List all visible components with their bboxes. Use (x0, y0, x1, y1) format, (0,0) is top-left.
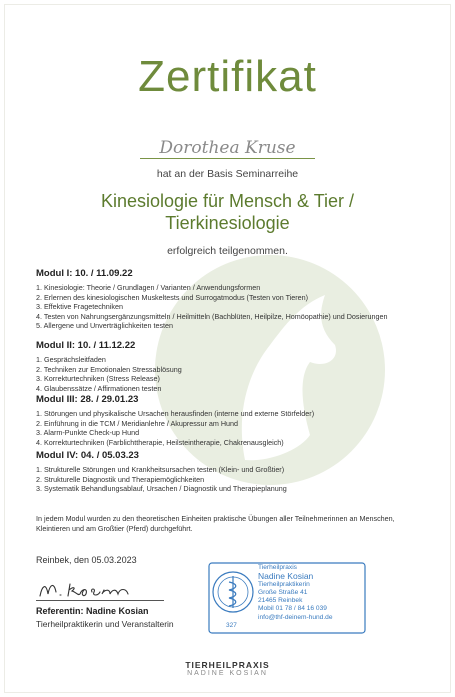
course-title-line-2: Tierkinesiologie (165, 213, 290, 233)
list-item: 3. Alarm-Punkte Check-up Hund (36, 428, 140, 438)
completion-text: erfolgreich teilgenommen. (167, 245, 288, 257)
module-1-heading: Modul I: 10. / 11.09.22 (36, 268, 133, 279)
list-item: 4. Testen von Nahrungsergänzungsmitteln / Heilmitteln (Bachblüten, Heilpilze, Homöopathie) und Dosierungen (36, 311, 388, 321)
stamp-line: info@thf-deinem-hund.de (258, 613, 333, 621)
list-item: 3. Systematik Behandlungsablauf, Ursachen / Diagnostik und Therapieplanung (36, 484, 287, 494)
list-item: 1. Kinesiologie: Theorie / Grundlagen / Varianten / Anwendungsformen (36, 283, 261, 292)
stamp-number: 327 (226, 622, 237, 629)
course-title-line-1: Kinesiologie für Mensch & Tier / (100, 191, 355, 211)
module-1-list (36, 283, 436, 331)
list-item: 2. Einführung in die TCM / Meridianlehre / Akupressur am Hund (36, 418, 239, 428)
referent-role: Tierheilpraktikerin und Veranstalterin (36, 619, 174, 629)
list-item: 2. Techniken zur Emotionalen Stressablösung (36, 364, 182, 374)
stamp-line: Tierheilpraktikerin (258, 580, 310, 588)
referent-name: Referentin: Nadine Kosian (36, 606, 149, 616)
stamp-line: 21465 Reinbek (258, 597, 303, 605)
footer-brand: TIERHEILPRAXIS (185, 660, 270, 670)
list-item: 2. Erlernen des kinesiologischen Muskeltests und Surrogatmodus (Testen von Tieren) (36, 292, 309, 302)
signature-line (36, 600, 164, 601)
signature-image (36, 576, 156, 602)
list-item: 5. Allergene und Unverträglichkeiten testen (36, 321, 174, 331)
name-underline (140, 158, 315, 159)
module-2-list (36, 355, 436, 393)
course-title (0, 190, 455, 234)
list-item: 3. Korrekturtechniken (Stress Release) (36, 374, 160, 384)
module-4-heading: Modul IV: 04. / 05.03.23 (36, 450, 139, 461)
module-3-list (36, 409, 436, 447)
stamp-line: Mobil 01 78 / 84 16 039 (258, 605, 327, 613)
list-item: 1. Störungen und physikalische Ursachen herausfinden (interne und externe Störfelder) (36, 409, 315, 418)
list-item: 3. Effektive Fragetechniken (36, 302, 123, 312)
stamp-text (258, 564, 333, 622)
list-item: 4. Korrekturtechniken (Farblichttherapie, Heilsteintherapie, Chakrenausgleich) (36, 437, 284, 447)
certificate-title: Zertifikat (138, 52, 317, 101)
practice-note: In jedem Modul wurden zu den theoretischen Einheiten praktische Übungen aller Teilnehmerinnen an Menschen, Kleintieren und am Großtier (Pferd) durchgeführt. (36, 514, 395, 533)
list-item: 4. Glaubenssätze / Affirmationen testen (36, 383, 162, 393)
module-3-heading: Modul III: 28. / 29.01.23 (36, 394, 139, 405)
list-item: 1. Strukturelle Störungen und Krankheitsursachen testen (Klein- und Großtier) (36, 465, 285, 474)
module-2-heading: Modul II: 10. / 11.12.22 (36, 340, 136, 351)
intro-text: hat an der Basis Seminarreihe (156, 168, 299, 180)
list-item: 2. Strukturelle Diagnostik und Therapiemöglichkeiten (36, 474, 205, 484)
place-date: Reinbek, den 05.03.2023 (36, 555, 137, 565)
stamp-line: Nadine Kosian (258, 571, 314, 582)
stamp-line: Große Straße 41 (258, 588, 308, 596)
module-4-list (36, 465, 436, 494)
list-item: 1. Gesprächsleitfaden (36, 355, 106, 364)
stamp-line: Tierheilpraxis (258, 564, 297, 571)
participant-name: Dorothea Kruse (159, 138, 296, 158)
footer-name: NADINE KOSIAN (187, 670, 268, 677)
